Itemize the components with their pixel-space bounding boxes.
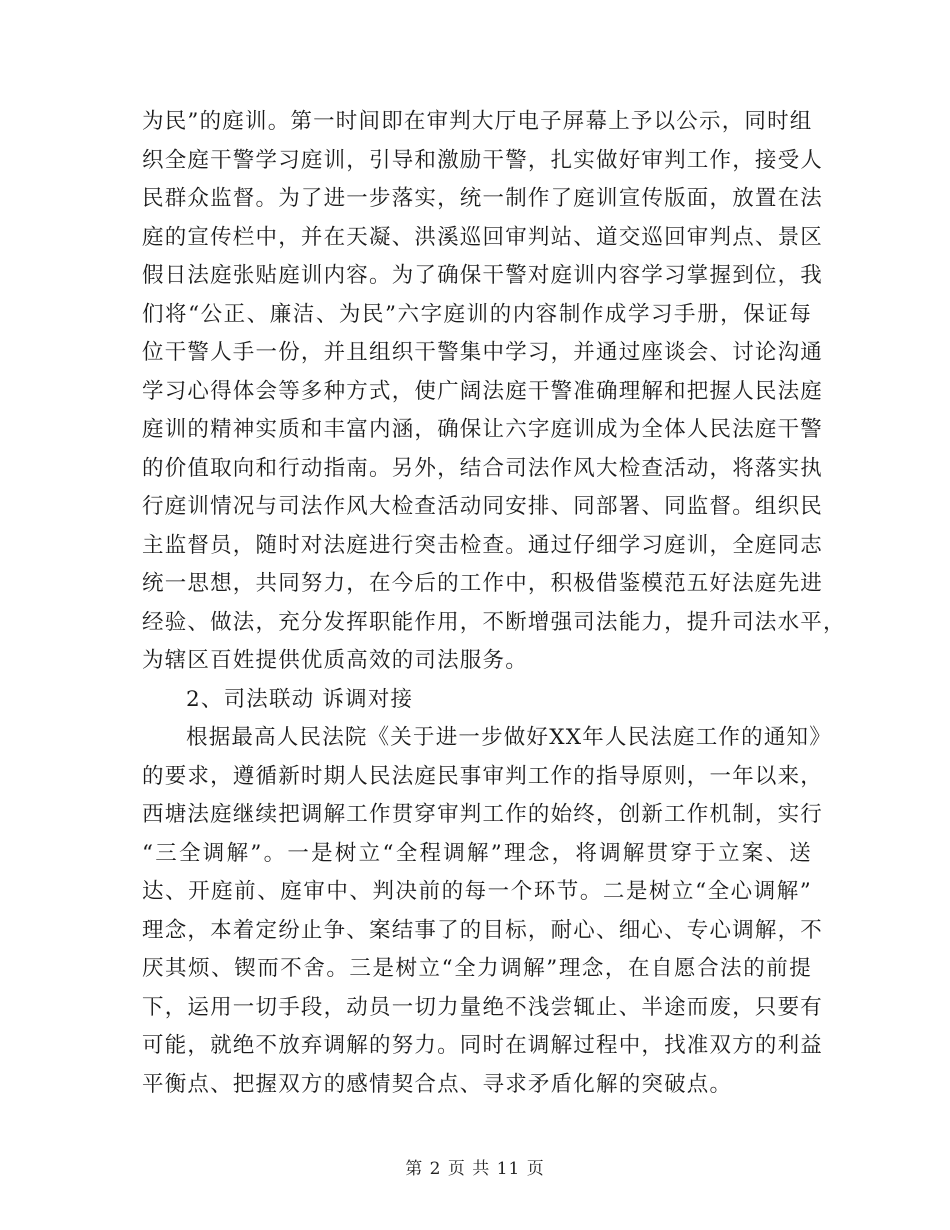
paragraph-end-line: 为辖区百姓提供优质高效的司法服务。 — [142, 648, 528, 673]
text-line: 西塘法庭继续把调解工作贯穿审判工作的始终，创新工作机制，实行 — [142, 802, 824, 827]
text-line: 可能，就绝不放弃调解的努力。同时在调解过程中，找准双方的利益 — [142, 1033, 824, 1058]
text-line: 为民”的庭训。第一时间即在审判大厅电子屏幕上予以公示，同时组 — [142, 109, 813, 134]
text-line: 统一思想，共同努力，在今后的工作中，积极借鉴模范五好法庭先进 — [142, 571, 824, 596]
text-line: 的价值取向和行动指南。另外，结合司法作风大检查活动，将落实执 — [142, 455, 824, 481]
text-line: 行庭训情况与司法作风大检查活动同安排、同部署、同监督。组织民 — [142, 494, 824, 519]
paragraph-first-line: 根据最高人民法院《关于进一步做好XX年人民法庭工作的通知》 — [186, 725, 832, 750]
text-line: 的要求，遵循新时期人民法庭民事审判工作的指导原则，一年以来， — [142, 763, 824, 789]
text-line: 位干警人手一份，并且组织干警集中学习，并通过座谈会、讨论沟通 — [142, 340, 824, 365]
text-line: “三全调解”。一是树立“全程调解”理念，将调解贯穿于立案、送 — [142, 840, 812, 866]
section-heading: 2、司法联动 诉调对接 — [186, 686, 414, 712]
text-line: 经验、做法，充分发挥职能作用，不断增强司法能力，提升司法水平， — [142, 609, 846, 635]
text-line: 织全庭干警学习庭训，引导和激励干警，扎实做好审判工作，接受人 — [142, 147, 824, 173]
text-line: 主监督员，随时对法庭进行突击检查。通过仔细学习庭训，全庭同志 — [142, 532, 824, 558]
document-body — [142, 103, 846, 1104]
text-line: 达、开庭前、庭审中、判决前的每一个环节。二是树立“全心调解” — [142, 879, 812, 904]
text-line: 们将“公正、廉洁、为民”六字庭训的内容制作成学习手册，保证每 — [142, 301, 812, 327]
text-line: 厌其烦、锲而不舍。三是树立“全力调解”理念，在自愿合法的前提 — [142, 956, 812, 981]
text-line: 民群众监督。为了进一步落实，统一制作了庭训宣传版面，放置在法 — [142, 186, 824, 211]
text-line: 庭训的精神实质和丰富内涵，确保让六字庭训成为全体人民法庭干警 — [142, 417, 824, 442]
text-line: 假日法庭张贴庭训内容。为了确保干警对庭训内容学习掌握到位，我 — [142, 263, 824, 288]
text-line: 庭的宣传栏中，并在天凝、洪溪巡回审判站、道交巡回审判点、景区 — [142, 224, 824, 250]
paragraph-end-line: 平衡点、把握双方的感情契合点、寻求矛盾化解的突破点。 — [142, 1071, 733, 1097]
text-line: 理念，本着定纷止争、案结事了的目标，耐心、细心、专心调解，不 — [142, 917, 824, 943]
text-line: 学习心得体会等多种方式，使广阔法庭干警准确理解和把握人民法庭 — [142, 378, 824, 404]
page-number-footer: 第 2 页 共 11 页 — [405, 1159, 545, 1179]
text-line: 下，运用一切手段，动员一切力量绝不浅尝辄止、半途而废，只要有 — [142, 994, 824, 1020]
